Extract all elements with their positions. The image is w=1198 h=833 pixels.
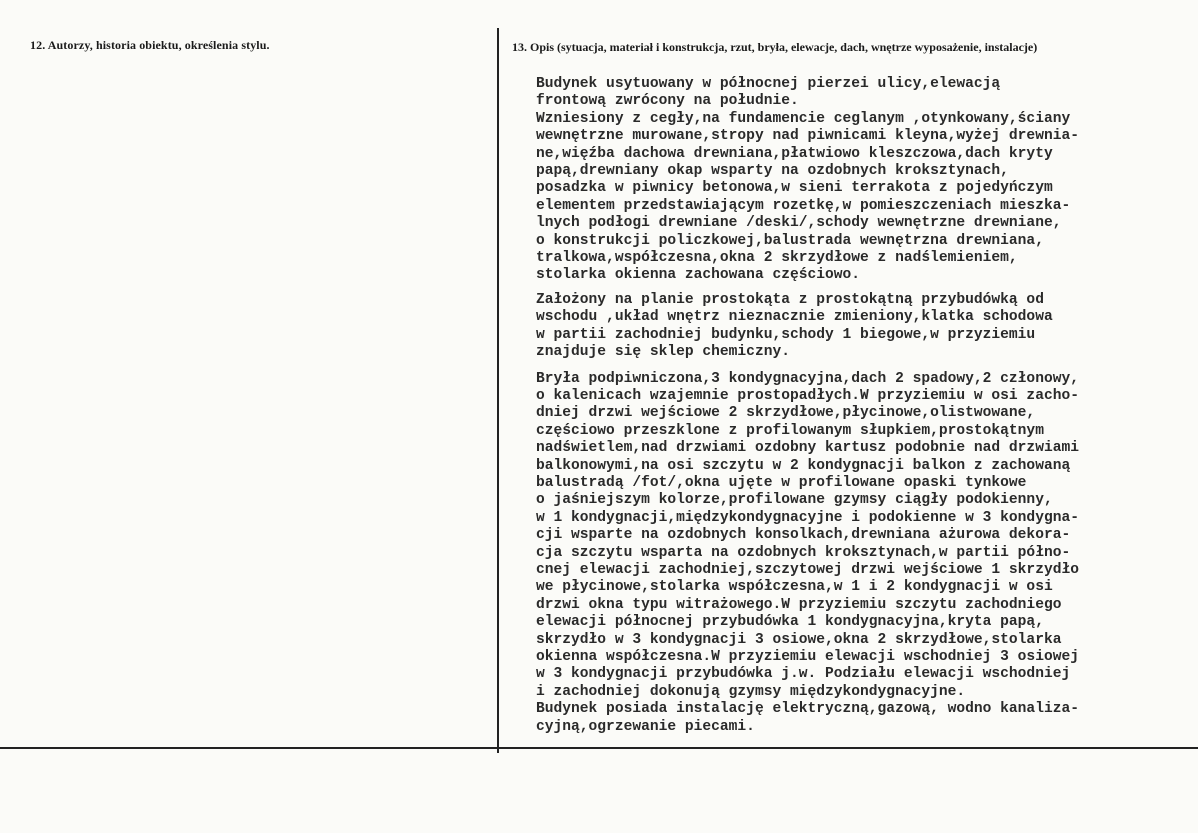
text-line: w 1 kondygnacji,międzykondygnacyjne i podokienne w 3 kondygna- [536,509,1079,526]
description-paragraph-3 [536,371,1196,737]
text-line: o kalenicach wzajemnie prostopadłych.W przyziemiu w osi zacho- [536,387,1079,404]
text-line: cji wsparte na ozdobnych konsolkach,drewniana ażurowa dekora- [536,527,1071,544]
text-line: we płycinowe,stolarka współczesna,w 1 i 2 kondygnacji w osi [536,579,1053,596]
text-line: cnej elewacji zachodniej,szczytowej drzwi wejściowe 1 skrzydło [536,561,1079,578]
text-line: w 3 kondygnacji przybudówka j.w. Podziału elewacji wschodniej [536,666,1071,683]
text-line: papą,drewniany okap wsparty na ozdobnych kroksztynach, [536,163,1009,180]
text-line: skrzydło w 3 kondygnacji 3 osiowe,okna 2 skrzydłowe,stolarka [536,631,1062,648]
text-line: Wzniesiony z cegły,na fundamencie ceglanym ,otynkowany,ściany [536,110,1071,127]
text-line: o konstrukcji policzkowej,balustrada wewnętrzna drewniana, [536,232,1044,249]
text-line: tralkowa,współczesna,okna 2 skrzydłowe z nadślemieniem, [536,250,1018,267]
text-line: znajduje się sklep chemiczny. [536,344,790,361]
description-paragraph-2 [536,292,1196,362]
text-line: lnych podłogi drewniane /deski/,schody wewnętrzne drewniane, [536,215,1062,232]
text-line: nadświetlem,nad drzwiami ozdobny kartusz podobnie nad drzwiami [536,440,1079,457]
text-line: i zachodniej dokonują gzymsy międzykondygnacyjne. [536,683,966,700]
bottom-rule [0,747,1198,749]
text-line: wewnętrzne murowane,stropy nad piwnicami kleyna,wyżej drewnia- [536,128,1079,145]
text-line: ne,więźba dachowa drewniana,płatwiowo kleszczowa,dach kryty [536,145,1053,162]
text-line: elementem przedstawiającym rozetkę,w pomieszczeniach mieszka- [536,197,1071,214]
text-line: posadzka w piwnicy betonowa,w sieni terrakota z pojedyńczym [536,180,1053,197]
text-line: elewacji północnej przybudówka 1 kondygnacyjna,kryta papą, [536,614,1044,631]
text-line: dniej drzwi wejściowe 2 skrzydłowe,płycinowe,olistwowane, [536,405,1036,422]
section-12-heading: 12. Autorzy, historia obiektu, określenia stylu. [30,38,270,52]
text-line: drzwi okna typu witrażowego.W przyziemiu szczytu zachodniego [536,596,1062,613]
text-line: balustradą /fot/,okna ujęte w profilowane opaski tynkowe [536,474,1027,491]
text-line: Bryła podpiwniczona,3 kondygnacyjna,dach 2 spadowy,2 członowy, [536,370,1079,387]
text-line: wschodu ,układ wnętrz nieznacznie zmieniony,klatka schodowa [536,309,1053,326]
text-line: Budynek usytuowany w północnej pierzei ulicy,elewacją [536,76,1001,92]
text-line: stolarka okienna zachowana częściowo. [536,267,861,284]
text-line: w partii zachodniej budynku,schody 1 biegowe,w przyziemiu [536,326,1036,343]
text-line: Budynek posiada instalację elektryczną,gazową, wodno kanaliza- [536,701,1079,718]
text-line: frontową zwrócony na południe. [536,93,799,110]
text-line: cja szczytu wsparta na ozdobnych kroksztynach,w partii półno- [536,544,1071,561]
text-line: częściowo przeszklone z profilowanym słupkiem,prostokątnym [536,422,1044,439]
text-line: balkonowymi,na osi szczytu w 2 kondygnacji balkon z zachowaną [536,457,1071,474]
section-13-body [536,76,1196,736]
text-line: cyjną,ogrzewanie piecami. [536,718,755,735]
section-13-heading: 13. Opis (sytuacja, materiał i konstrukcja, rzut, bryła, elewacje, dach, wnętrze wyposażenie, instalacje) [512,40,1038,54]
text-line: okienna współczesna.W przyziemiu elewacji wschodniej 3 osiowej [536,649,1079,665]
description-paragraph-1 [536,76,1196,285]
text-line: o jaśniejszym kolorze,profilowane gzymsy ciągły podokienny, [536,492,1053,509]
text-line: Założony na planie prostokąta z prostokątną przybudówką od [536,291,1044,308]
column-divider [497,28,499,753]
